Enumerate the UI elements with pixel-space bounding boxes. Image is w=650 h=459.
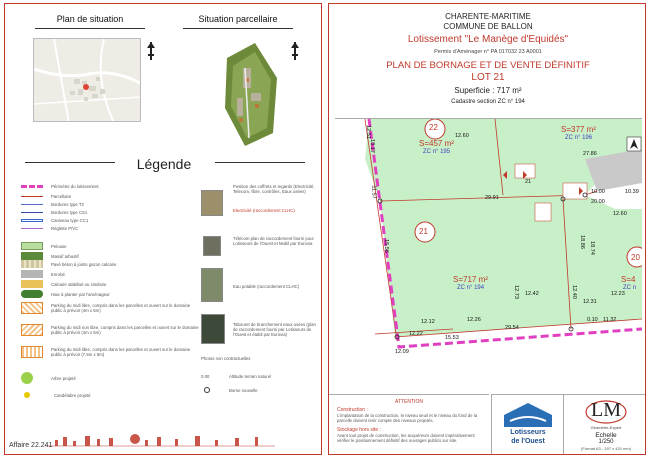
dimension-label: 10.39 (625, 189, 639, 195)
dimension-label: 18.74 (588, 241, 595, 255)
regard-box-3 (535, 203, 551, 221)
legend-label: Parking du midi libre, compris dans les parcelles et ouvert sur le domaine public à prévoir (7.5m x 5m) (51, 347, 191, 357)
legend-label: Pavé béton à joints gazon calcaire (51, 261, 117, 267)
dimension-label: 10.00 (591, 189, 605, 195)
attention-line-2: Stockage hors site : (337, 427, 381, 433)
legend-label: Massif arbustif (51, 253, 79, 259)
echelle-value: 1/250 (598, 439, 614, 445)
legend-item-reglette (21, 226, 201, 231)
legend-item-massif (21, 252, 201, 260)
lot-number: LOT 21 (471, 72, 505, 83)
situation-underline (35, 28, 145, 29)
parcel-underline (183, 28, 293, 29)
attention-title: ATTENTION (395, 399, 423, 405)
department: CHARENTE-MARITIME (445, 12, 531, 21)
attention-block (329, 394, 489, 454)
lot-22-number: 22 (429, 123, 438, 132)
legend-item-cc1 (21, 218, 201, 223)
north-arrow-icon (147, 42, 155, 60)
legend-label: Bordures type CS1 (51, 210, 88, 215)
legend-swatch-cs1 (21, 212, 43, 213)
plan-drawing (335, 119, 642, 388)
legend-swatch-enrobe (21, 270, 43, 278)
surface: Superficie : 717 m² (454, 86, 522, 95)
legend-label: Enrobé (51, 271, 65, 277)
dimension-label: 29.54 (505, 325, 519, 331)
dimension-label: 0.10 (587, 317, 598, 323)
dimension-label: 12.60 (455, 133, 469, 139)
dimension-label: 12.40 (570, 285, 577, 299)
legend-item-haie (21, 290, 201, 298)
left-sheet (4, 3, 322, 455)
legend-swatch-arbre (21, 372, 33, 384)
legend-item-enrobe (21, 270, 201, 278)
photo-caption: Photos non contractuelles (201, 356, 251, 361)
legend-item-perimeter (21, 184, 201, 189)
dimension-label: 20.00 (591, 199, 605, 205)
dimension-label: 18.17 (368, 139, 375, 153)
legend-swatch-perimeter (21, 185, 43, 188)
lm-subtitle: Géomètre-Expert (590, 425, 622, 430)
photo-label-2: Télécom plan de raccordement fourni pour Lotisseurs de l'Ouest et Mobil par Eurovia (233, 236, 314, 246)
dimension-label: 12.31 (583, 299, 597, 305)
legend-item-parking1 (21, 302, 201, 314)
altitude-label: Altitude terrain naturel (229, 374, 272, 379)
dimension-label: 29.91 (485, 195, 499, 201)
legend-item-arbre (21, 372, 201, 384)
legend-swatch-parking2 (21, 324, 43, 336)
parcel-title: Situation parcellaire (198, 14, 278, 24)
legend-label: Candélabre projeté (54, 392, 91, 398)
affaire-number: Affaire 22.241 (9, 442, 53, 449)
photo-coffret (201, 190, 223, 216)
photo-label-4: Tabouret de branchement eaux usées (plan de raccordement fourni par Lotisseurs de l'Ouest et établi par Eurovia) (233, 322, 316, 337)
lot-20-number: 20 (631, 253, 640, 262)
legend-item-t2 (21, 202, 201, 207)
legend-item-candelabre (21, 392, 204, 398)
legend-label: Haie à planter par l'aménageur (51, 291, 110, 297)
cadastre: Cadastre section ZC n° 194 (451, 99, 525, 105)
photo-eau (201, 268, 223, 302)
lot-22-zc: ZC n° 195 (423, 149, 451, 155)
altitude-value: 0.00 (201, 374, 210, 379)
legend-label: Pelouse (51, 243, 67, 249)
legend-label: Périmètre du lotissement (51, 184, 99, 189)
right-sheet (328, 3, 646, 455)
situation-map-drawing (34, 39, 141, 122)
dimension-label: 12.09 (395, 349, 409, 355)
photo-label-3: Eau potable (raccordement CLHC) (233, 284, 300, 289)
legend-item-calcaire (21, 280, 201, 288)
legend-swatch-cc1 (21, 219, 43, 222)
legend-swatch-massif (21, 252, 43, 260)
legend-swatch-t2 (21, 204, 43, 205)
echelle-label: Echelle (595, 432, 617, 439)
lm-text: LM (591, 399, 621, 421)
bornage-plan (335, 118, 642, 388)
legend-swatch-pelouse (21, 242, 43, 250)
photo-label-1: Electricité (raccordement CLHC) (233, 208, 295, 213)
photo-telecom (203, 236, 221, 256)
dimension-label: 11.32 (603, 317, 617, 323)
legend-rule-right (215, 162, 305, 163)
dimension-label: 15.56 (382, 239, 389, 253)
legend-label: Réglette P/VC (51, 226, 79, 231)
attention-line-1: L'implantation de la construction, le niveau seuil et le niveau du fond de la parcelle doivent tenir compte des niveaux projetés. (337, 413, 478, 423)
photo-tabouret (201, 314, 225, 344)
lot-20-surface: S=4 (621, 275, 636, 284)
legend-swatch-reglette (21, 228, 43, 229)
bottom-decoration (45, 432, 275, 452)
commune: COMMUNE DE BALLON (443, 22, 533, 31)
legend-swatch-pave (21, 260, 43, 268)
logo-lotisseurs (491, 394, 563, 454)
legend-swatch-calcaire (21, 280, 43, 288)
lot-21-area (380, 195, 642, 337)
legend-item-parcel (21, 194, 201, 199)
lot-23-surface: S=377 m² (561, 125, 596, 134)
legend-label: Calcaire stabilisé ou similaire (51, 281, 107, 287)
lot-21-surface: S=717 m² (453, 275, 488, 284)
lot-22-surface: S=457 m² (419, 139, 454, 148)
dimension-label: 12.51 (364, 125, 371, 139)
legend-label: Parcellaire (51, 194, 72, 199)
situation-title: Plan de situation (56, 14, 124, 24)
plan-type: PLAN DE BORNAGE ET DE VENTE DÉFINITIF (386, 60, 590, 71)
dimension-label: 12.23 (611, 291, 625, 297)
lot-23-zc: ZC n° 196 (565, 135, 593, 141)
legend-swatch-parking1 (21, 302, 43, 314)
attention-line-3: Avant tout projet de construction, les acquéreurs doivent impérativement vérifier le positionnement définitif des ouvrages publics sur site. (337, 433, 475, 443)
parcel-aerial-drawing (215, 38, 285, 148)
legend-item-pave (21, 260, 201, 268)
legend-item-parking2 (21, 324, 201, 336)
legend-item-parking3 (21, 346, 201, 358)
permit-number: Permis d'Aménager n° PA 017032 23 A0001 (434, 49, 542, 55)
lotisseurs-line1: Lotisseurs (510, 429, 546, 436)
logo-lm (563, 394, 646, 454)
photo-label-0: Position des coffrets et regards (Electricité, Telecom, fibre, contrôles, Eaux usées) (233, 184, 315, 194)
dimension-label: 15.53 (445, 335, 459, 341)
dimension-label: 11.57 (370, 185, 377, 199)
legend-label: Bordures type T2 (51, 202, 84, 207)
format-note: (Format A3 - 297 x 420 mm) (580, 446, 631, 451)
situation-map (33, 38, 141, 122)
lot-21-number: 21 (419, 227, 428, 236)
dimension-label: 21 (525, 179, 532, 185)
borne-icon (203, 386, 211, 394)
legend-label: Parking du midi non libre, compris dans les parcelles et ouvert sur le domaine public à prévoir (4m x 5m) (51, 325, 199, 335)
legend-swatch-haie (21, 290, 43, 298)
dimension-label: 12.60 (613, 211, 627, 217)
legend-title: Légende (136, 156, 192, 172)
legend-swatch-parking3 (21, 346, 43, 358)
legend-swatch-parcel (21, 196, 43, 197)
dimension-label: 12.12 (421, 319, 435, 325)
dimension-label: 18.86 (578, 235, 585, 249)
legend-item-cs1 (21, 210, 201, 215)
legend-swatch-candelabre (24, 392, 30, 398)
lot-21-zc: ZC n° 194 (457, 285, 485, 291)
north-arrow-icon (291, 42, 299, 60)
legend-label: Parking du midi libre, compris dans les parcelles et ouvert sur le domaine public à prévoir (4m x 5m) (51, 303, 191, 313)
parcel-aerial (215, 38, 285, 148)
site-marker (83, 84, 89, 90)
legend-rule-left (25, 162, 115, 163)
dimension-label: 12.73 (512, 285, 519, 299)
lotisseurs-line2: de l'Ouest (511, 438, 545, 445)
lotisseurs-house-icon (502, 401, 554, 427)
project-title: Lotissement "Le Manège d'Equidés" (407, 34, 569, 45)
legend-item-pelouse (21, 242, 201, 250)
dimension-label: 12.22 (409, 331, 423, 337)
attention-line-0: Construction : (337, 407, 368, 413)
legend-label: Arbre projeté (51, 375, 76, 381)
dimension-label: 12.26 (467, 317, 481, 323)
borne-label: Borne nouvelle (229, 388, 258, 393)
dimension-label: 27.86 (583, 151, 597, 157)
lot-20-zc: ZC n (623, 285, 637, 291)
dimension-label: 12.42 (525, 291, 539, 297)
legend-label: Caniveau type CC1 (51, 218, 89, 223)
plan-north-icon (627, 137, 641, 151)
